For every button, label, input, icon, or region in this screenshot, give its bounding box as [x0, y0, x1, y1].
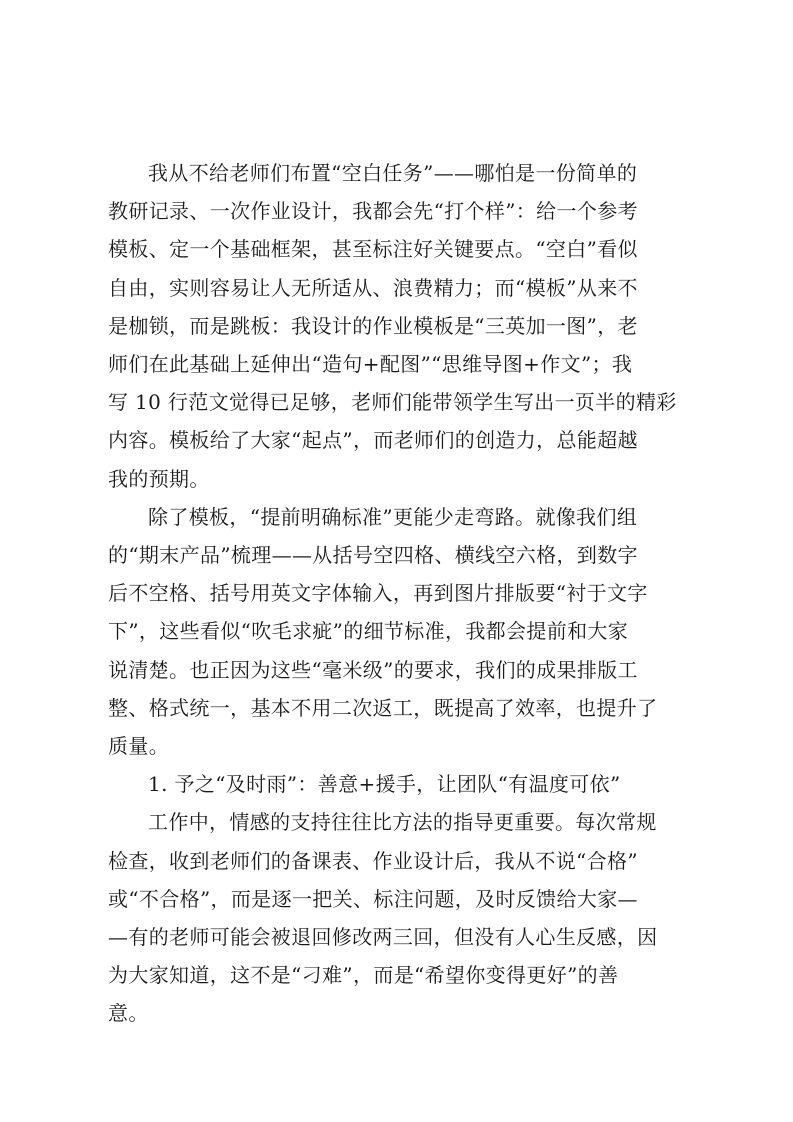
text-line: 或“不合格”，而是逐一把关、标注问题，及时反馈给大家—: [108, 886, 638, 911]
text-line: 写 10 行范文觉得已足够，老师们能带领学生写出一页半的精彩: [108, 390, 677, 415]
text-line: 后不空格、括号用英文字体输入，再到图片排版要“衬于文字: [108, 581, 648, 606]
text-line: 整、格式统一，基本不用二次返工，既提高了效率，也提升了: [108, 695, 658, 720]
text-line: 为大家知道，这不是“刁难”，而是“希望你变得更好”的善: [108, 963, 619, 988]
text-line: 除了模板，“提前明确标准”更能少走弯路。就像我们组: [148, 504, 638, 529]
paragraph-emotional-support: [108, 803, 686, 1032]
text-line: 模板、定一个基础框架，甚至标注好关键要点。“空白”看似: [108, 237, 638, 262]
text-line: 检查，收到老师们的备课表、作业设计后，我从不说“合格”: [108, 848, 638, 873]
text-line: 自由，实则容易让人无所适从、浪费精力；而“模板”从来不: [108, 275, 638, 300]
text-line: 是枷锁，而是跳板：我设计的作业模板是“三英加一图”，老: [108, 313, 638, 338]
text-line: 意。: [108, 1001, 149, 1026]
text-line: 教研记录、一次作业设计，我都会先“打个样”：给一个参考: [108, 199, 638, 224]
text-line: 说清楚。也正因为这些“毫米级”的要求，我们的成果排版工: [108, 657, 638, 682]
text-line: 内容。模板给了大家“起点”，而老师们的创造力，总能超越: [108, 428, 638, 453]
text-line: 的“期末产品”梳理——从括号空四格、横线空六格，到数字: [108, 543, 638, 568]
text-line: 质量。: [108, 734, 170, 759]
text-line: 下”，这些看似“吹毛求疵”的细节标准，我都会提前和大家: [108, 619, 629, 644]
text-line: 工作中，情感的支持往往比方法的指导更重要。每次常规: [148, 810, 657, 835]
text-line: 师们在此基础上延伸出“造句+配图”“思维导图+作文”；我: [108, 352, 633, 377]
text-line: 我从不给老师们布置“空白任务”——哪怕是一份简单的: [148, 161, 638, 185]
document-page: [108, 154, 686, 1033]
paragraph-clear-standards: [108, 498, 686, 765]
paragraph-template-practice: [108, 154, 686, 498]
section-heading: 1. 予之“及时雨”：善意+援手，让团队“有温度可依”: [148, 772, 621, 797]
text-line: —有的老师可能会被退回修改两三回，但没有人心生反感，因: [108, 925, 658, 950]
text-line: 我的预期。: [108, 466, 210, 491]
